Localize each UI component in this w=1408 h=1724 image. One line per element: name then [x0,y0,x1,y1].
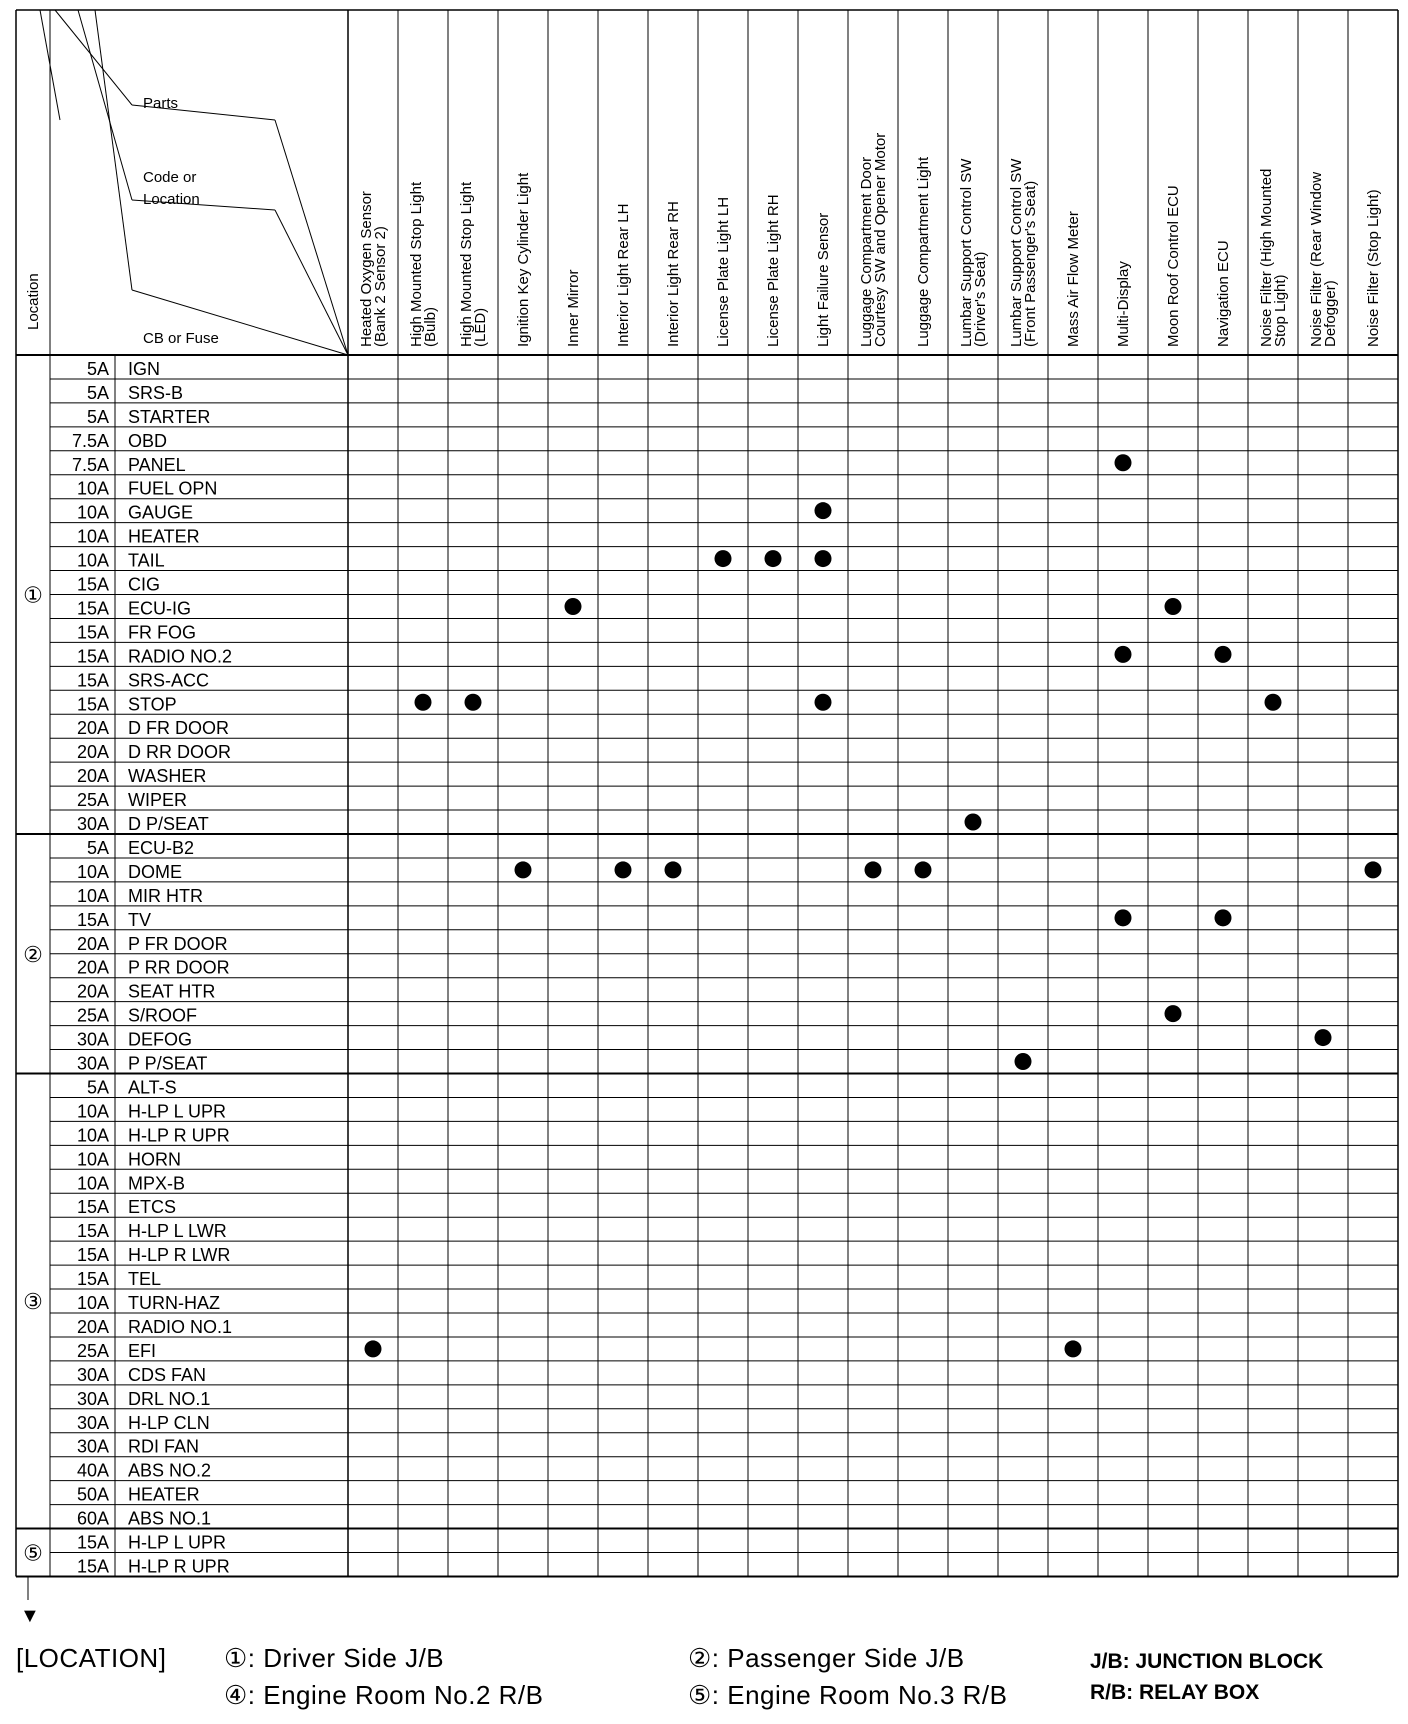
fuse-amperage: 20A [76,766,109,787]
fuse-amperage: 10A [76,885,109,906]
fuse-amperage: 5A [86,406,109,427]
corner-diagonal [78,10,132,200]
fuse-name: CIG [128,574,161,595]
fuse-amperage: 15A [76,622,109,643]
fuse-name: PANEL [128,454,186,475]
connection-dot [1165,1005,1182,1022]
fuse-name: GAUGE [128,502,194,523]
fuse-name: DEFOG [128,1029,193,1050]
fuse-name: EFI [128,1340,157,1361]
legend-jb: J/B: JUNCTION BLOCK [1090,1650,1324,1673]
column-header-label: Mass Air Flow Meter [1065,211,1082,347]
column-header-label: Noise Filter (Rear Window [1308,171,1325,347]
column-header-label: Lumbar Support Control SW [1008,158,1025,347]
fuse-name: D FR DOOR [128,718,229,739]
column-header-label: High Mounted Stop Light [458,181,475,347]
fuse-amperage: 10A [76,1293,109,1313]
connection-dot [515,861,532,878]
parts-label: Parts [143,95,179,112]
column-header-label: (Bank 2 Sensor 2) [372,226,389,347]
connection-dot [1115,454,1132,471]
fuse-name: STOP [128,694,177,715]
fuse-amperage: 10A [76,1125,109,1146]
column-header-label: Luggage Compartment Door [858,156,875,347]
connection-dot [365,1340,382,1357]
fuse-name: RADIO NO.2 [128,646,233,667]
legend-location-title: [LOCATION] [16,1643,167,1673]
column-header-label: License Plate Light LH [715,196,732,347]
fuse-amperage: 15A [76,909,109,930]
column-header-label: Luggage Compartment Light [915,156,932,347]
fuse-name: P P/SEAT [128,1053,208,1074]
legend-item-5: ⑤: Engine Room No.3 R/B [688,1680,1008,1710]
fuse-amperage: 25A [76,790,109,811]
down-arrow-icon: ▼ [20,1605,40,1627]
fuse-amperage: 15A [76,1269,109,1290]
fuse-amperage: 30A [76,814,109,834]
column-header-label: License Plate Light RH [765,194,782,347]
fuse-amperage: 7.5A [71,454,109,475]
column-header-label: Light Failure Sensor [815,212,832,347]
fuse-name: SRS-B [128,382,184,403]
fuse-name: WASHER [128,766,207,787]
column-header-label: Heated Oxygen Sensor [358,191,375,347]
corner-diagonal [275,120,348,355]
fuse-name: CDS FAN [128,1364,207,1385]
connection-dot [1115,909,1132,926]
location-header-label: Location [25,273,42,330]
fuse-name: DOME [128,861,182,882]
fuse-name: TV [128,909,152,930]
fuse-amperage: 5A [86,358,109,379]
fuse-amperage: 15A [76,646,109,667]
connection-dot [565,598,582,615]
fuse-amperage: 50A [76,1484,109,1505]
column-header-label: (Driver's Seat) [972,251,989,347]
location-group-label: ① [23,582,43,608]
connection-dot [765,550,782,567]
fuse-name: FR FOG [128,622,196,643]
connection-dot [715,550,732,567]
connection-dot [415,694,432,711]
fuse-amperage: 20A [76,1316,109,1337]
fuse-name: ETCS [128,1197,177,1218]
fuse-amperage: 15A [76,1556,109,1577]
location-group-label: ③ [23,1289,43,1315]
connection-dot [1015,1053,1032,1070]
fuse-name: H-LP R UPR [128,1556,230,1577]
fuse-amperage: 20A [76,957,109,978]
code-location-label: Location [143,191,200,208]
corner-diagonal [95,10,132,290]
connection-dot [465,694,482,711]
fuse-amperage: 15A [76,694,109,715]
column-header-label: Noise Filter (Stop Light) [1365,189,1382,347]
fuse-amperage: 30A [76,1436,109,1457]
connection-dot [1065,1340,1082,1357]
fuse-name: HORN [128,1149,181,1170]
fuse-amperage: 30A [76,1412,109,1433]
fuse-name: RDI FAN [128,1436,200,1457]
legend-item-2: ②: Passenger Side J/B [688,1643,965,1673]
fuse-name: TURN-HAZ [128,1293,220,1313]
fuse-name: SRS-ACC [128,670,210,691]
column-header-label: Moon Roof Control ECU [1165,185,1182,347]
fuse-amperage: 20A [76,718,109,739]
column-header-label: Inner Mirror [565,269,582,347]
fuse-amperage: 10A [76,1101,109,1122]
fuse-amperage: 20A [76,981,109,1002]
fuse-amperage: 10A [76,502,109,523]
fuse-amperage: 15A [76,1197,109,1218]
fuse-amperage: 10A [76,861,109,882]
fuse-amperage: 20A [76,933,109,954]
fuse-amperage: 25A [76,1005,109,1026]
fuse-amperage: 30A [76,1053,109,1074]
fuse-amperage: 15A [76,574,109,595]
connection-dot [815,502,832,519]
connection-dot [665,861,682,878]
fuse-amperage: 10A [76,526,109,547]
fuse-name: STARTER [128,406,211,427]
fuse-amperage: 7.5A [71,430,109,451]
code-location-label: Code or [143,169,197,186]
connection-dot [1215,646,1232,663]
fuse-name: H-LP R UPR [128,1125,230,1146]
connection-dot [1215,909,1232,926]
fuse-amperage: 15A [76,1221,109,1242]
fuse-name: IGN [128,358,161,379]
corner-diagonal [55,10,132,105]
fuse-amperage: 60A [76,1508,109,1529]
fuse-amperage: 25A [76,1340,109,1361]
location-group-label: ② [23,941,43,967]
fuse-name: H-LP R LWR [128,1245,231,1266]
fuse-name: P FR DOOR [128,933,228,954]
column-header-label: Multi-Display [1115,261,1132,347]
fuse-name: H-LP L UPR [128,1532,227,1553]
legend-item-4: ④: Engine Room No.2 R/B [224,1680,544,1710]
fuse-name: P RR DOOR [128,957,230,978]
cb-fuse-label: CB or Fuse [143,330,219,347]
fuse-name: MPX-B [128,1173,186,1194]
fuse-amperage: 15A [76,1532,109,1553]
location-group-label: ⑤ [23,1540,43,1566]
fuse-amperage: 5A [86,1077,109,1098]
connection-dot [1315,1029,1332,1046]
column-header-label: Navigation ECU [1215,240,1232,347]
fuse-amperage: 15A [76,1245,109,1266]
column-header-label: (Bulb) [422,306,439,347]
fuse-name: D P/SEAT [128,814,209,834]
connection-dot [615,861,632,878]
fuse-amperage: 30A [76,1388,109,1409]
connection-dot [1115,646,1132,663]
legend-item-1: ①: Driver Side J/B [224,1643,445,1673]
fuse-amperage: 5A [86,382,109,403]
fuse-name: WIPER [128,790,188,811]
fuse-name: ALT-S [128,1077,177,1098]
connection-dot [815,550,832,567]
fuse-amperage: 10A [76,1149,109,1170]
column-header-label: Lumbar Support Control SW [958,158,975,347]
corner-diagonal [275,210,348,355]
column-header-label: (LED) [472,307,489,347]
connection-dot [915,861,932,878]
fuse-name: ECU-IG [128,598,191,619]
column-header-label: Defogger) [1322,280,1339,347]
fuse-amperage: 15A [76,598,109,619]
fuse-name: ABS NO.2 [128,1460,212,1481]
connection-dot [965,814,982,831]
fuse-amperage: 30A [76,1364,109,1385]
fuse-amperage: 15A [76,670,109,691]
fuse-name: H-LP L LWR [128,1221,227,1242]
connection-dot [815,694,832,711]
fuse-amperage: 10A [76,478,109,499]
fuse-amperage: 30A [76,1029,109,1050]
column-header-label: Ignition Key Cylinder Light [515,172,532,347]
fuse-name: FUEL OPN [128,478,218,499]
column-header-label: High Mounted Stop Light [408,181,425,347]
fuse-amperage: 10A [76,550,109,571]
fuse-name: TAIL [128,550,165,571]
fuse-name: RADIO NO.1 [128,1316,233,1337]
fuse-name: D RR DOOR [128,742,231,763]
fuse-name: ABS NO.1 [128,1508,212,1529]
connection-dot [1265,694,1282,711]
location-legend [16,1635,1396,1715]
column-header-label: Courtesy SW and Opener Motor [872,132,889,347]
fuse-name: S/ROOF [128,1005,198,1026]
fuse-name: SEAT HTR [128,981,216,1002]
fuse-name: DRL NO.1 [128,1388,211,1409]
legend-rb: R/B: RELAY BOX [1090,1681,1260,1704]
fuse-name: OBD [128,430,168,451]
fuse-name: MIR HTR [128,885,203,906]
fuse-amperage: 5A [86,837,109,858]
fuse-amperage: 20A [76,742,109,763]
column-header-label: Noise Filter (High Mounted [1258,168,1275,347]
fuse-name: TEL [128,1269,162,1290]
column-header-label: (Front Passenger's Seat) [1022,180,1039,347]
column-header-label: Interior Light Rear LH [615,203,632,347]
column-header-label: Stop Light) [1272,274,1289,347]
connection-dot [1365,861,1382,878]
connection-dot [1165,598,1182,615]
fuse-name: H-LP L UPR [128,1101,227,1122]
column-header-label: Interior Light Rear RH [665,201,682,347]
fuse-name: HEATER [128,526,200,547]
fuse-name: H-LP CLN [128,1412,210,1433]
fuse-name: HEATER [128,1484,200,1505]
fuse-amperage: 10A [76,1173,109,1194]
fuse-amperage: 40A [76,1460,109,1481]
connection-dot [865,861,882,878]
fuse-name: ECU-B2 [128,837,195,858]
